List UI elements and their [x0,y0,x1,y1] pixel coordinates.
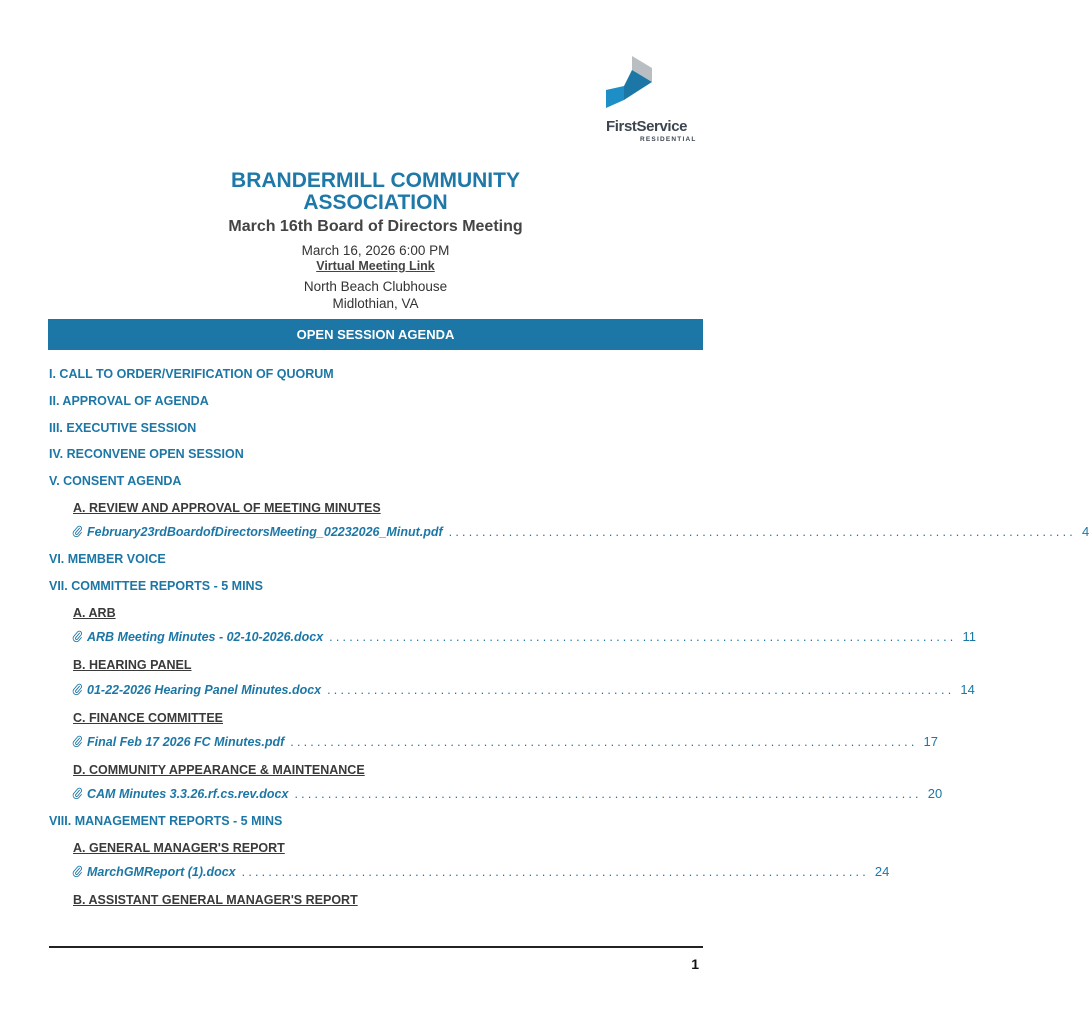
paperclip-icon [72,683,82,697]
agenda-section-committee-reports: VII. COMMITTEE REPORTS - 5 MINS [49,579,263,593]
attachment-row-cam-minutes[interactable] [72,786,943,801]
agenda-section-executive-session: III. EXECUTIVE SESSION [49,421,197,435]
agenda-subsection-gm-report: A. GENERAL MANAGER'S REPORT [73,841,285,855]
leader-dots: .............................................................................................. [329,630,957,644]
attachment-link[interactable]: Final Feb 17 2026 FC Minutes.pdf [87,735,285,749]
leader-dots: .............................................................................................. [294,787,922,801]
attachment-page-number: 4 [1081,524,1089,539]
attachment-row-board-minutes[interactable] [72,524,1089,539]
attachment-row-arb-minutes[interactable] [72,629,976,644]
paperclip-icon [72,787,82,801]
location-line-2: Midlothian, VA [332,296,419,311]
agenda-banner: OPEN SESSION AGENDA [48,319,703,350]
paperclip-icon [72,630,82,644]
meeting-date-time: March 16, 2026 6:00 PM [301,243,450,258]
paperclip-icon [72,735,82,749]
attachment-link[interactable]: 01-22-2026 Hearing Panel Minutes.docx [87,683,322,697]
attachment-link[interactable]: February23rdBoardofDirectorsMeeting_02232026_Minut.pdf [87,525,443,539]
agenda-section-member-voice: VI. MEMBER VOICE [49,552,166,566]
organization-title: BRANDERMILL COMMUNITY ASSOCIATION [231,169,520,214]
paperclip-icon [72,525,82,539]
agenda-section-approval-of-agenda: II. APPROVAL OF AGENDA [49,394,209,408]
attachment-link[interactable]: ARB Meeting Minutes - 02-10-2026.docx [87,630,324,644]
page-number: 1 [691,956,699,972]
attachment-page-number: 20 [927,786,943,801]
leader-dots: .............................................................................................. [290,735,918,749]
firstservice-logo-mark-icon [606,56,656,112]
attachment-row-hearing-panel[interactable] [72,682,975,697]
agenda-subsection-meeting-minutes: A. REVIEW AND APPROVAL OF MEETING MINUTES [73,501,381,515]
meeting-title: March 16th Board of Directors Meeting [228,218,523,235]
agenda-section-reconvene: IV. RECONVENE OPEN SESSION [49,447,244,461]
virtual-meeting-link[interactable]: Virtual Meeting Link [316,259,435,273]
agenda-section-consent-agenda: V. CONSENT AGENDA [49,474,182,488]
attachment-page-number: 24 [874,864,890,879]
leader-dots: .............................................................................................. [241,865,869,879]
location-line-1: North Beach Clubhouse [303,279,448,294]
agenda-subsection-cam: D. COMMUNITY APPEARANCE & MAINTENANCE [73,763,365,777]
agenda-section-management-reports: VIII. MANAGEMENT REPORTS - 5 MINS [49,814,283,828]
logo-brand-text: FirstService [606,118,688,135]
attachment-page-number: 17 [923,734,938,749]
paperclip-icon [72,865,82,879]
attachment-row-gm-report[interactable] [72,864,890,879]
attachment-row-fc-minutes[interactable] [72,734,938,749]
document-header [0,170,751,312]
attachment-page-number: 14 [960,682,975,697]
attachment-page-number: 11 [962,629,976,644]
agenda-subsection-finance-committee: C. FINANCE COMMITTEE [73,711,223,725]
agenda-subsection-agm-report: B. ASSISTANT GENERAL MANAGER'S REPORT [73,893,358,907]
footer-divider [49,946,703,948]
agenda-subsection-hearing-panel: B. HEARING PANEL [73,658,192,672]
attachment-link[interactable]: CAM Minutes 3.3.26.rf.cs.rev.docx [87,787,289,801]
agenda-section-call-to-order: I. CALL TO ORDER/VERIFICATION OF QUORUM [49,367,334,381]
firstservice-logo [606,56,702,146]
attachment-link[interactable]: MarchGMReport (1).docx [87,865,236,879]
leader-dots: .............................................................................................. [448,525,1076,539]
logo-sub-text: RESIDENTIAL [640,136,697,143]
leader-dots: .............................................................................................. [327,683,955,697]
agenda-subsection-arb: A. ARB [73,606,116,620]
